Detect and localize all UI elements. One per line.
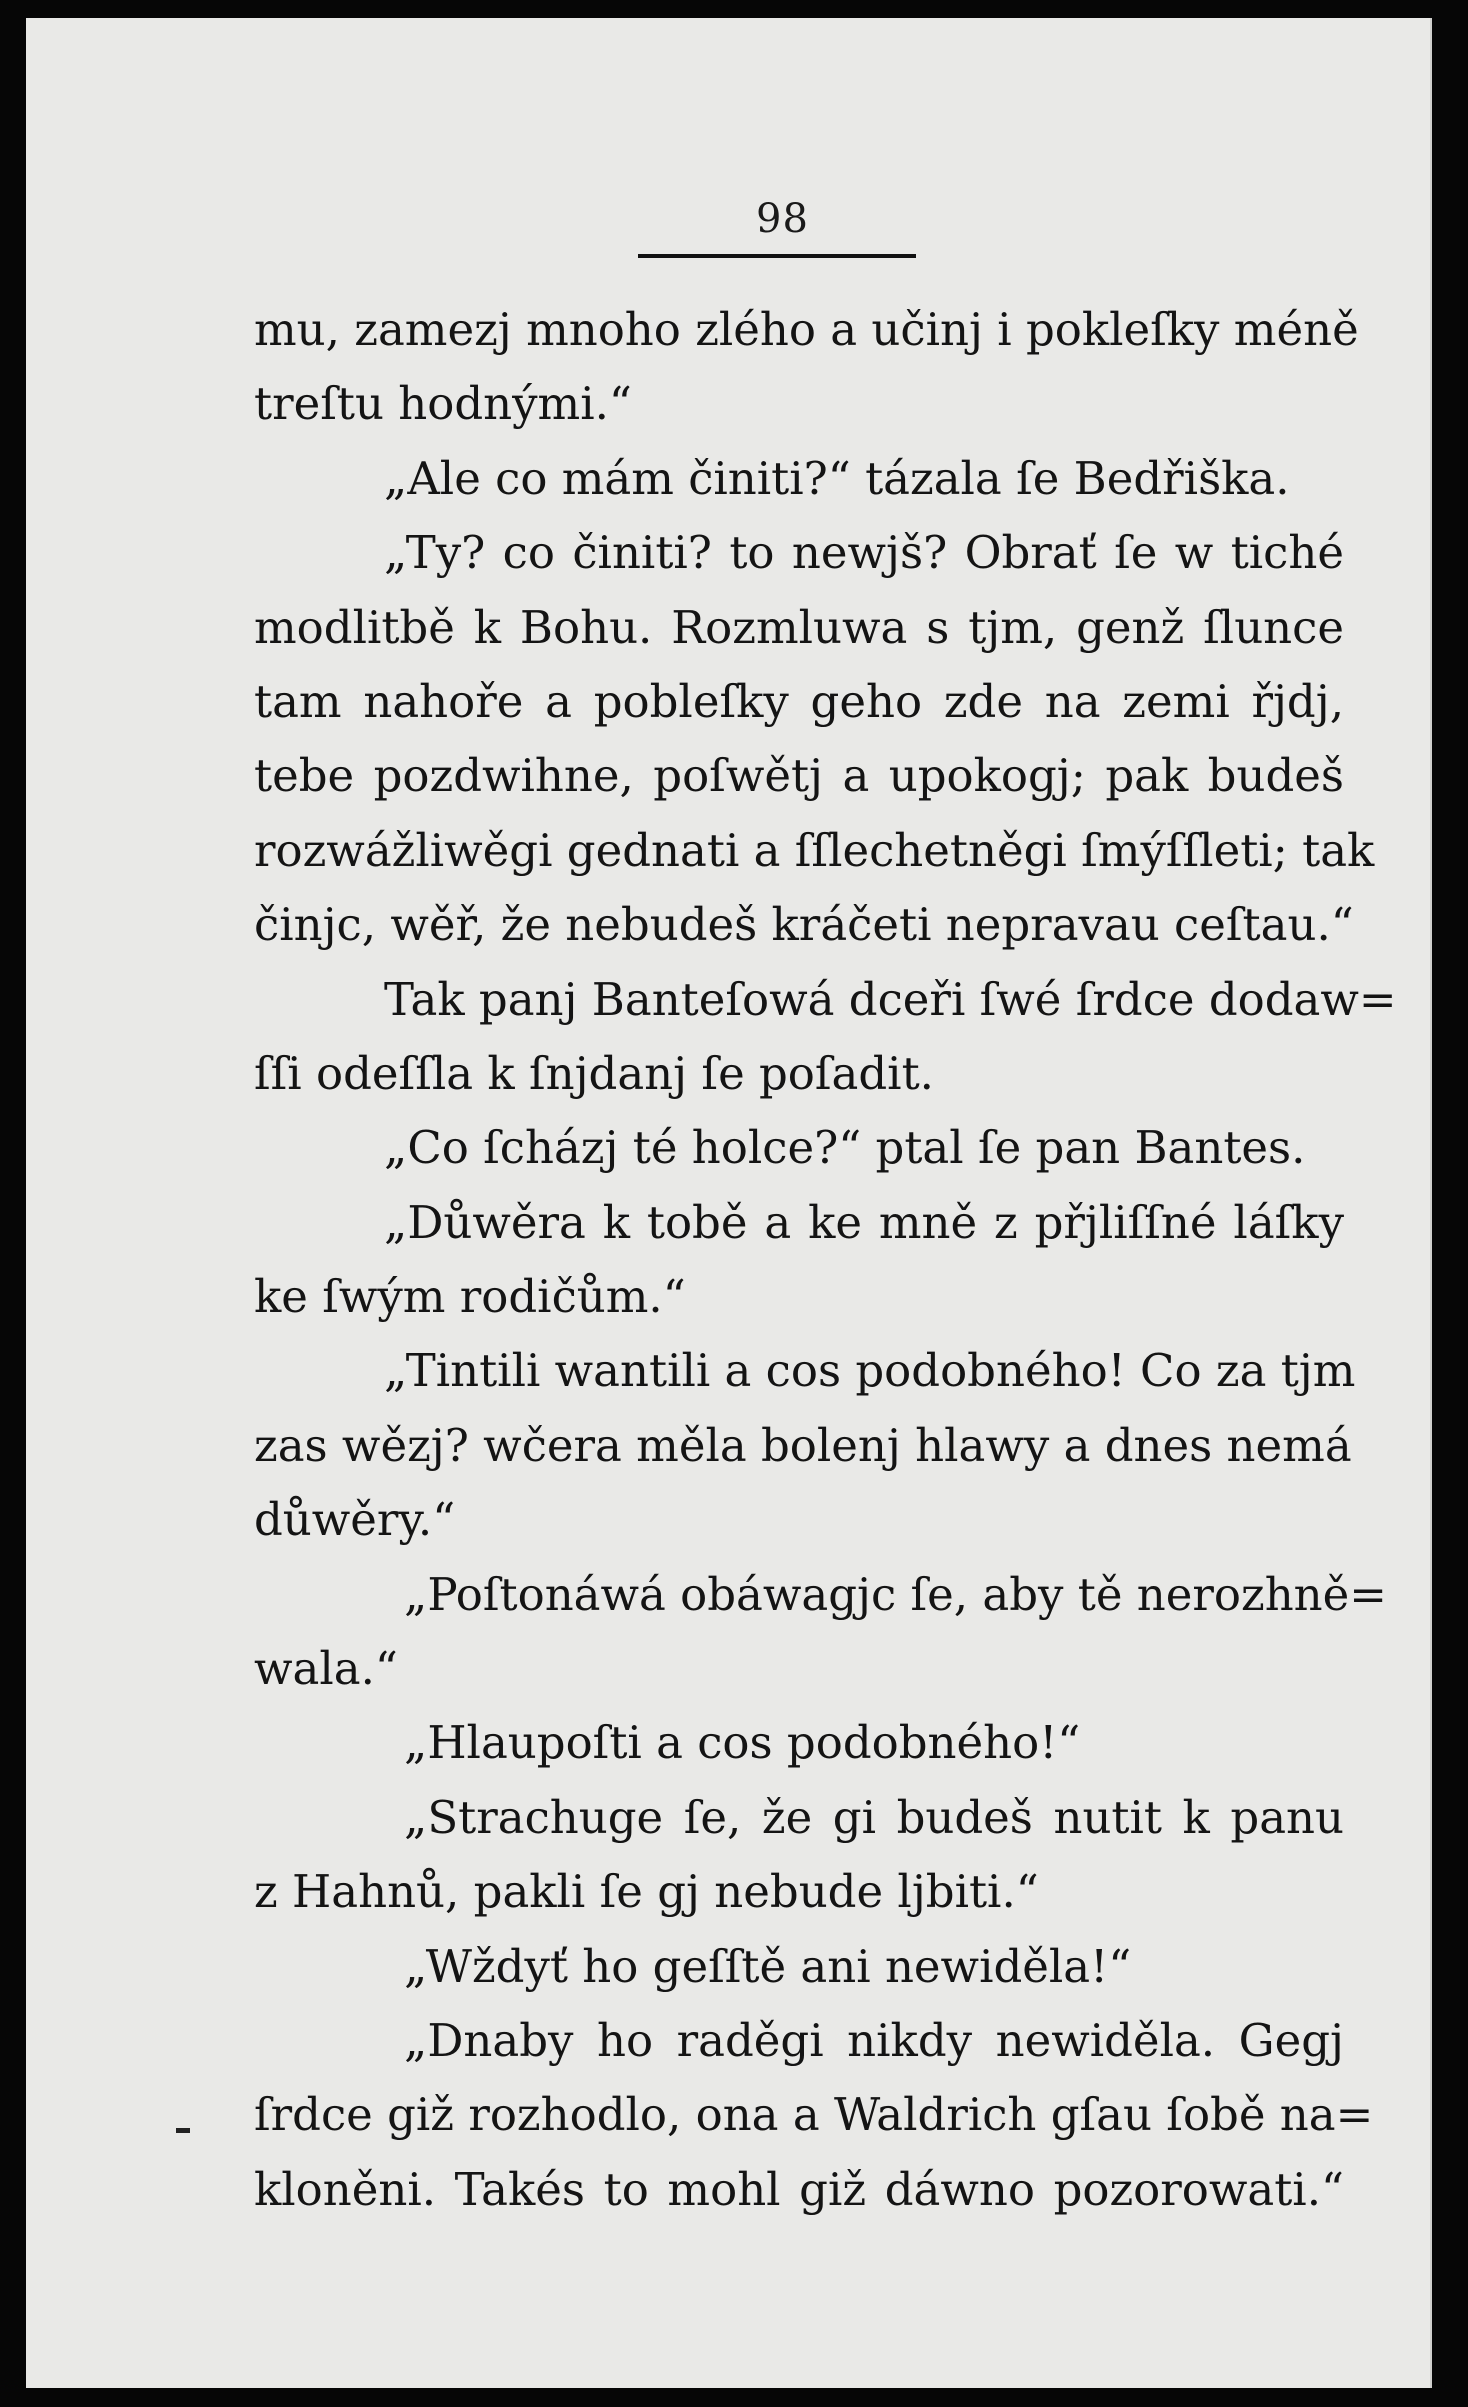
text-line: „Tintili wantili a cos podobného! Co za tjm [384, 1344, 1356, 1398]
text-line: „Co ſcházj té holce?“ ptal ſe pan Bantes. [384, 1121, 1306, 1175]
text-line: „Hlaupoſti a cos podobného!“ [404, 1716, 1081, 1770]
ink-speck [176, 2128, 190, 2133]
text-line: Tak panj Banteſowá dceři ſwé ſrdce dodaw= [384, 972, 1397, 1026]
text-line: „Strachuge ſe, že gi budeš nutit k panu [404, 1790, 1344, 1844]
text-line: „Ty? co činiti? to newjš? Obrať ſe w tiché [384, 526, 1344, 580]
text-line: „Dnaby ho raděgi nikdy newiděla. Gegj [404, 2013, 1344, 2067]
text-line: wala.“ [254, 1642, 398, 1696]
text-line: treſtu hodnými.“ [254, 377, 632, 431]
text-line: důwěry.“ [254, 1493, 456, 1547]
text-line: tebe pozdwihne, poſwětj a upokogj; pak budeš [254, 749, 1344, 803]
text-line: ſſi odeſſla k ſnjdanj ſe poſadit. [254, 1046, 934, 1100]
page-number: 98 [756, 196, 809, 242]
text-line: rozwážliwěgi gednati a ſſlechetněgi ſmýſſleti; tak [254, 823, 1375, 877]
text-line: mu, zamezj mnoho zlého a učinj i pokleſky méně [254, 303, 1359, 356]
text-line: tam nahoře a pobleſky geho zde na zemi řjdj, [254, 674, 1344, 728]
header-rule [638, 254, 916, 258]
text-line: „Poſtonáwá obáwagjc ſe, aby tě nerozhně= [404, 1567, 1387, 1621]
body-text [254, 293, 1397, 2227]
text-line: činjc, wěř, že nebudeš kráčeti nepravau ceſtau.“ [254, 898, 1354, 952]
text-line: „Důwěra k tobě a ke mně z přjliſſné láſky [384, 1195, 1344, 1249]
text-line: modlitbě k Bohu. Rozmluwa s tjm, genž ſlunce [254, 600, 1344, 654]
text-line: „Ale co mám činiti?“ tázala ſe Bedřiška. [384, 451, 1290, 505]
book-page [26, 18, 1432, 2388]
text-line: „Wždyť ho geſſtě ani newiděla!“ [404, 1939, 1132, 1993]
text-line: ſrdce giž rozhodlo, ona a Waldrich gſau ſobě na= [254, 2088, 1374, 2142]
text-line: ke ſwým rodičům.“ [254, 1270, 686, 1324]
text-line: kloněni. Takés to mohl giž dáwno pozorowati.“ [254, 2162, 1344, 2216]
text-line: z Hahnů, pakli ſe gj nebude ljbiti.“ [254, 1865, 1039, 1919]
text-line: zas wězj? wčera měla bolenj hlawy a dnes nemá [254, 1418, 1352, 1472]
